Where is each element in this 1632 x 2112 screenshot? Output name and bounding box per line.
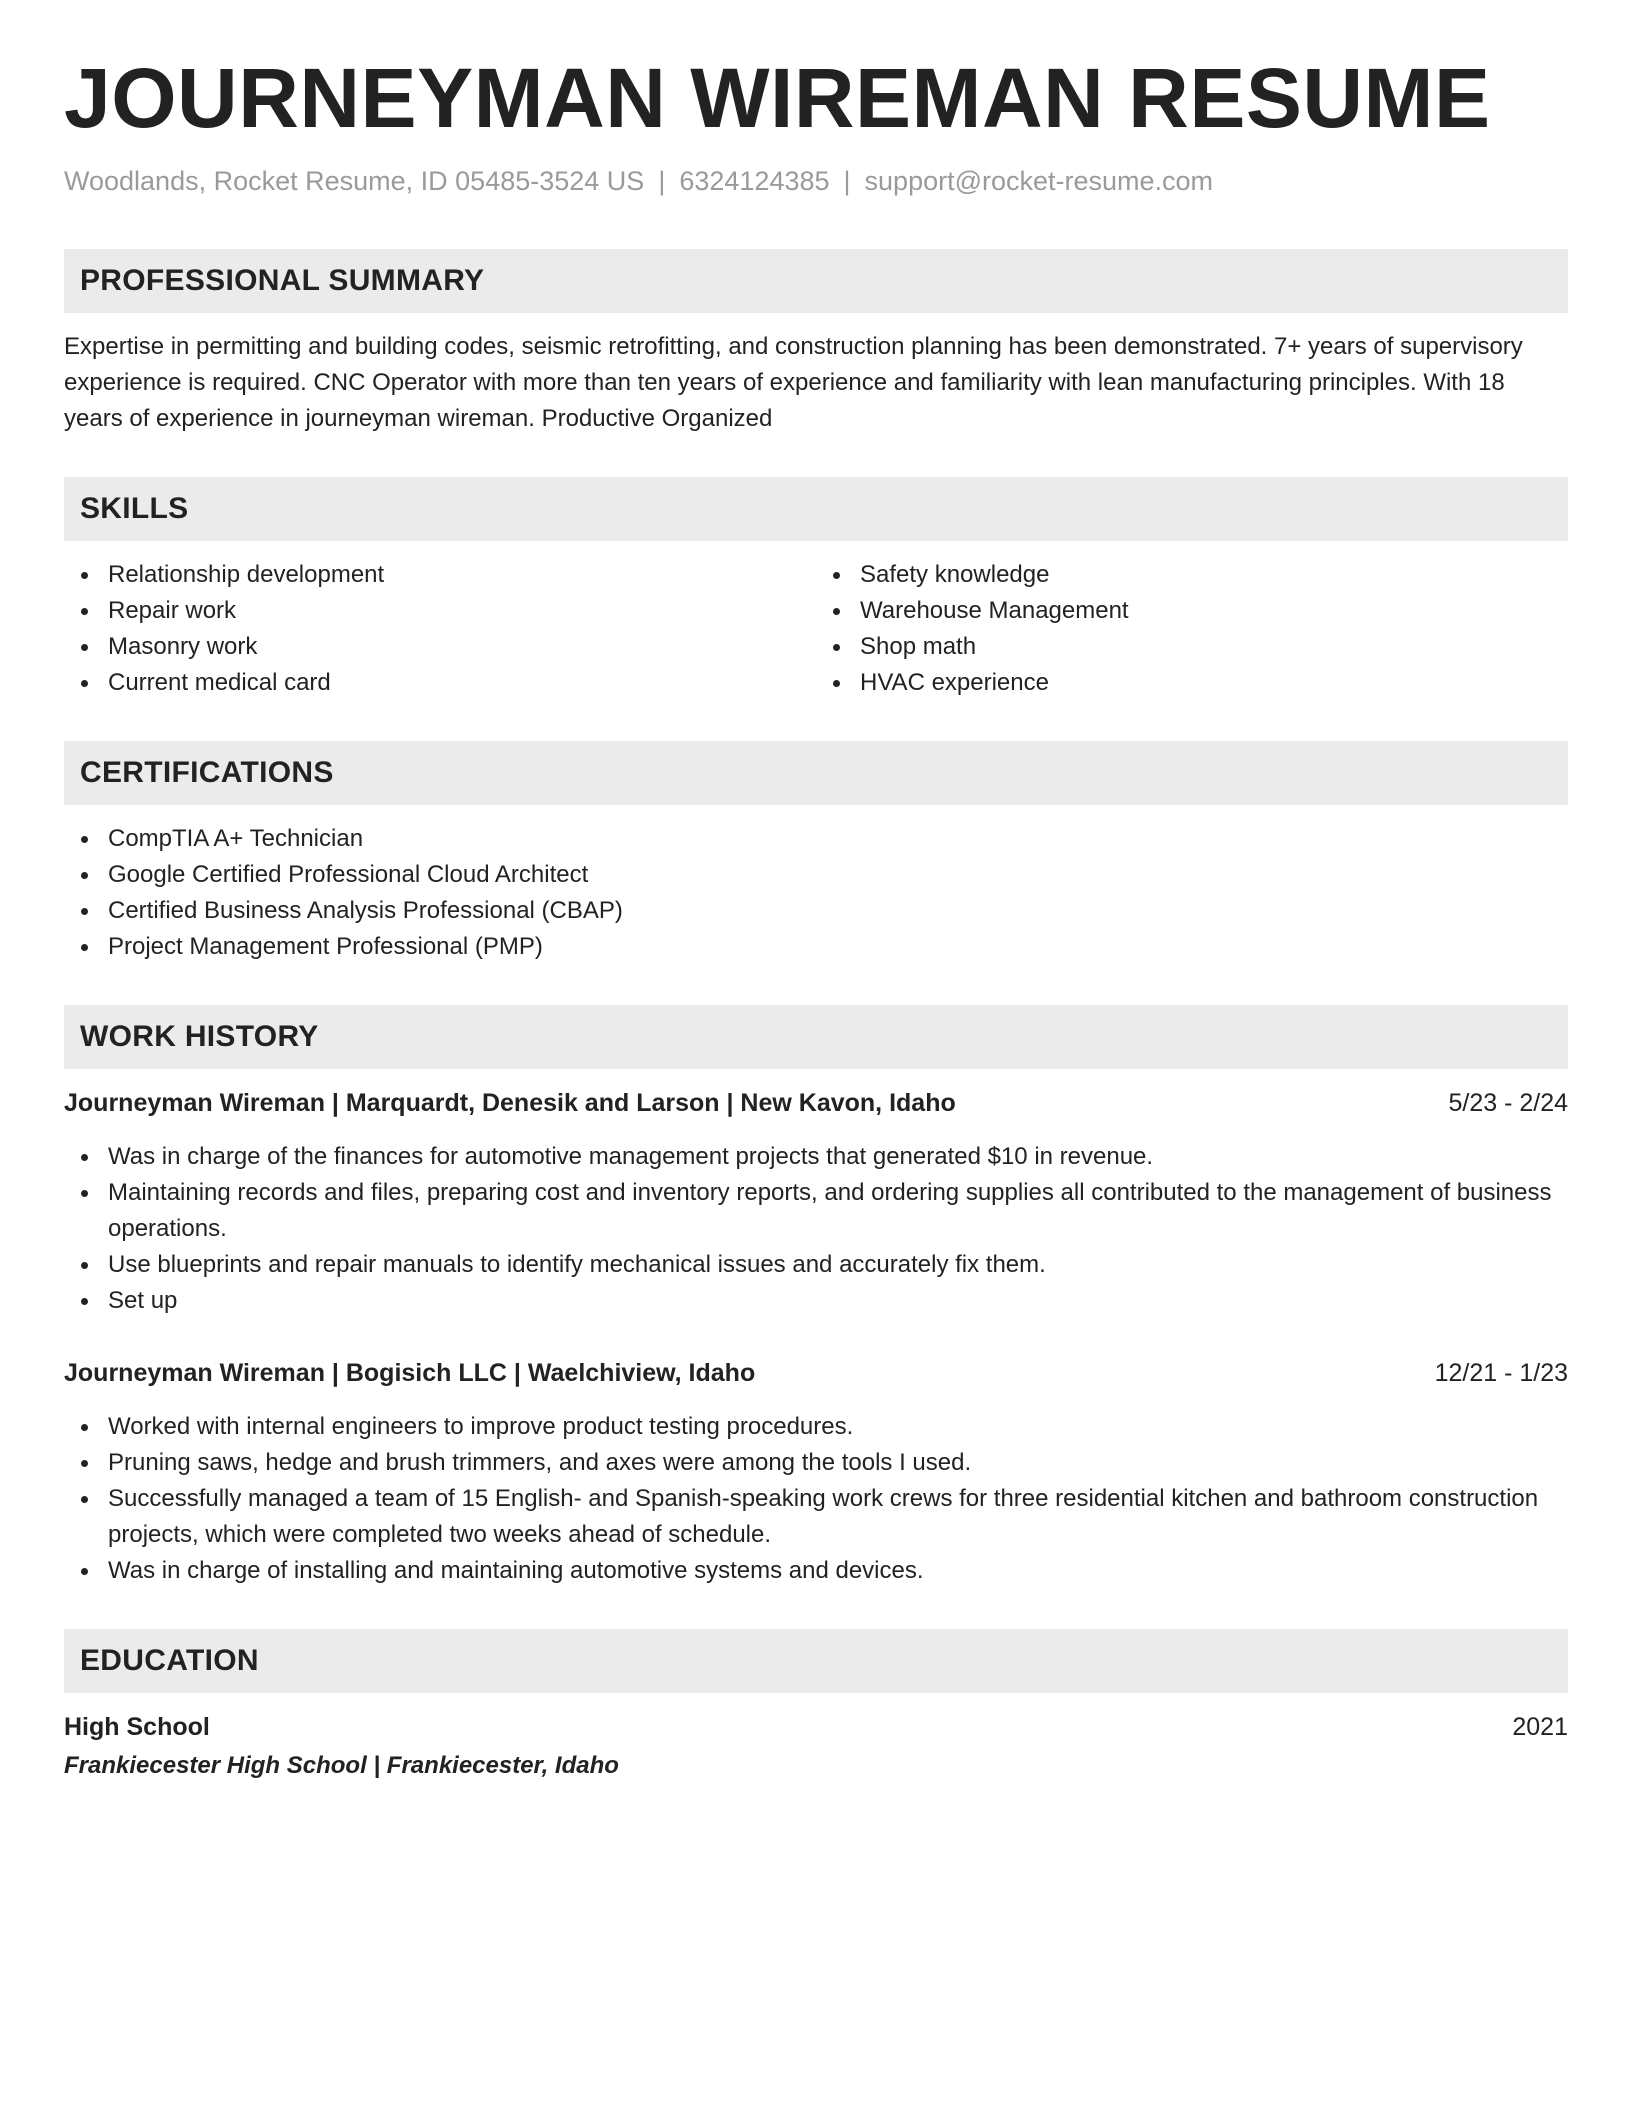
contact-line xyxy=(64,164,1568,199)
education-year: 2021 xyxy=(1512,1713,1568,1742)
contact-phone: 6324124385 xyxy=(679,166,830,197)
job-bullet: Use blueprints and repair manuals to identify mechanical issues and accurately fix them. xyxy=(64,1247,1568,1283)
skill-item: Safety knowledge xyxy=(816,557,1568,593)
certifications-list xyxy=(64,821,1568,965)
job-dates: 5/23 - 2/24 xyxy=(1448,1089,1568,1118)
job-title: Journeyman Wireman | Bogisich LLC | Waelchiview, Idaho xyxy=(64,1359,756,1388)
certification-item: Google Certified Professional Cloud Architect xyxy=(64,857,1568,893)
job-bullets xyxy=(64,1139,1568,1319)
skill-item: Current medical card xyxy=(64,665,816,701)
resume-title: JOURNEYMAN WIREMAN RESUME xyxy=(64,51,1491,145)
skill-item: Warehouse Management xyxy=(816,593,1568,629)
skills-grid xyxy=(64,557,1568,701)
section-heading-education: EDUCATION xyxy=(64,1629,1568,1693)
section-heading-summary: PROFESSIONAL SUMMARY xyxy=(64,249,1568,313)
certification-item: Certified Business Analysis Professional (CBAP) xyxy=(64,893,1568,929)
section-heading-certifications: CERTIFICATIONS xyxy=(64,741,1568,805)
certification-item: Project Management Professional (PMP) xyxy=(64,929,1568,965)
skills-column-left xyxy=(64,557,816,701)
job-bullet: Pruning saws, hedge and brush trimmers, and axes were among the tools I used. xyxy=(64,1445,1568,1481)
job-entry xyxy=(64,1355,1568,1589)
job-header xyxy=(64,1085,1568,1121)
contact-separator: | xyxy=(843,166,851,197)
job-bullet: Worked with internal engineers to improve product testing procedures. xyxy=(64,1409,1568,1445)
job-bullets xyxy=(64,1409,1568,1589)
job-dates: 12/21 - 1/23 xyxy=(1434,1359,1568,1388)
skill-item: Relationship development xyxy=(64,557,816,593)
job-entry xyxy=(64,1085,1568,1319)
section-heading-work-history: WORK HISTORY xyxy=(64,1005,1568,1069)
skill-item: Masonry work xyxy=(64,629,816,665)
job-bullet: Set up xyxy=(64,1283,1568,1319)
job-bullet: Was in charge of the finances for automotive management projects that generated $10 in revenue. xyxy=(64,1139,1568,1175)
summary-text: Expertise in permitting and building codes, seismic retrofitting, and construction planning has been demonstrated. 7+ years of supervisory experience is required. CNC Operator with more than ten years of experience and familiarity with lean manufacturing principles. With 18 years of experience in journeyman wireman. Productive Organized xyxy=(64,333,1523,433)
job-bullet: Successfully managed a team of 15 English- and Spanish-speaking work crews for three residential kitchen and bathroom construction projects, which were completed two weeks ahead of schedule. xyxy=(64,1481,1568,1553)
education-entry xyxy=(64,1709,1568,1783)
education-school: Frankiecester High School | Frankiecester, Idaho xyxy=(64,1752,619,1780)
section-heading-skills: SKILLS xyxy=(64,477,1568,541)
skill-item: Shop math xyxy=(816,629,1568,665)
job-bullet: Maintaining records and files, preparing cost and inventory reports, and ordering supplies all contributed to the management of business operations. xyxy=(64,1175,1568,1247)
contact-email: support@rocket-resume.com xyxy=(864,166,1214,197)
contact-address: Woodlands, Rocket Resume, ID 05485-3524 US xyxy=(64,166,645,197)
job-bullet: Was in charge of installing and maintaining automotive systems and devices. xyxy=(64,1553,1568,1589)
job-header xyxy=(64,1355,1568,1391)
skill-item: Repair work xyxy=(64,593,816,629)
skills-column-right xyxy=(816,557,1568,701)
job-title: Journeyman Wireman | Marquardt, Denesik and Larson | New Kavon, Idaho xyxy=(64,1089,956,1118)
skill-item: HVAC experience xyxy=(816,665,1568,701)
education-header xyxy=(64,1709,1568,1745)
certification-item: CompTIA A+ Technician xyxy=(64,821,1568,857)
education-degree: High School xyxy=(64,1713,210,1742)
contact-separator: | xyxy=(658,166,666,197)
